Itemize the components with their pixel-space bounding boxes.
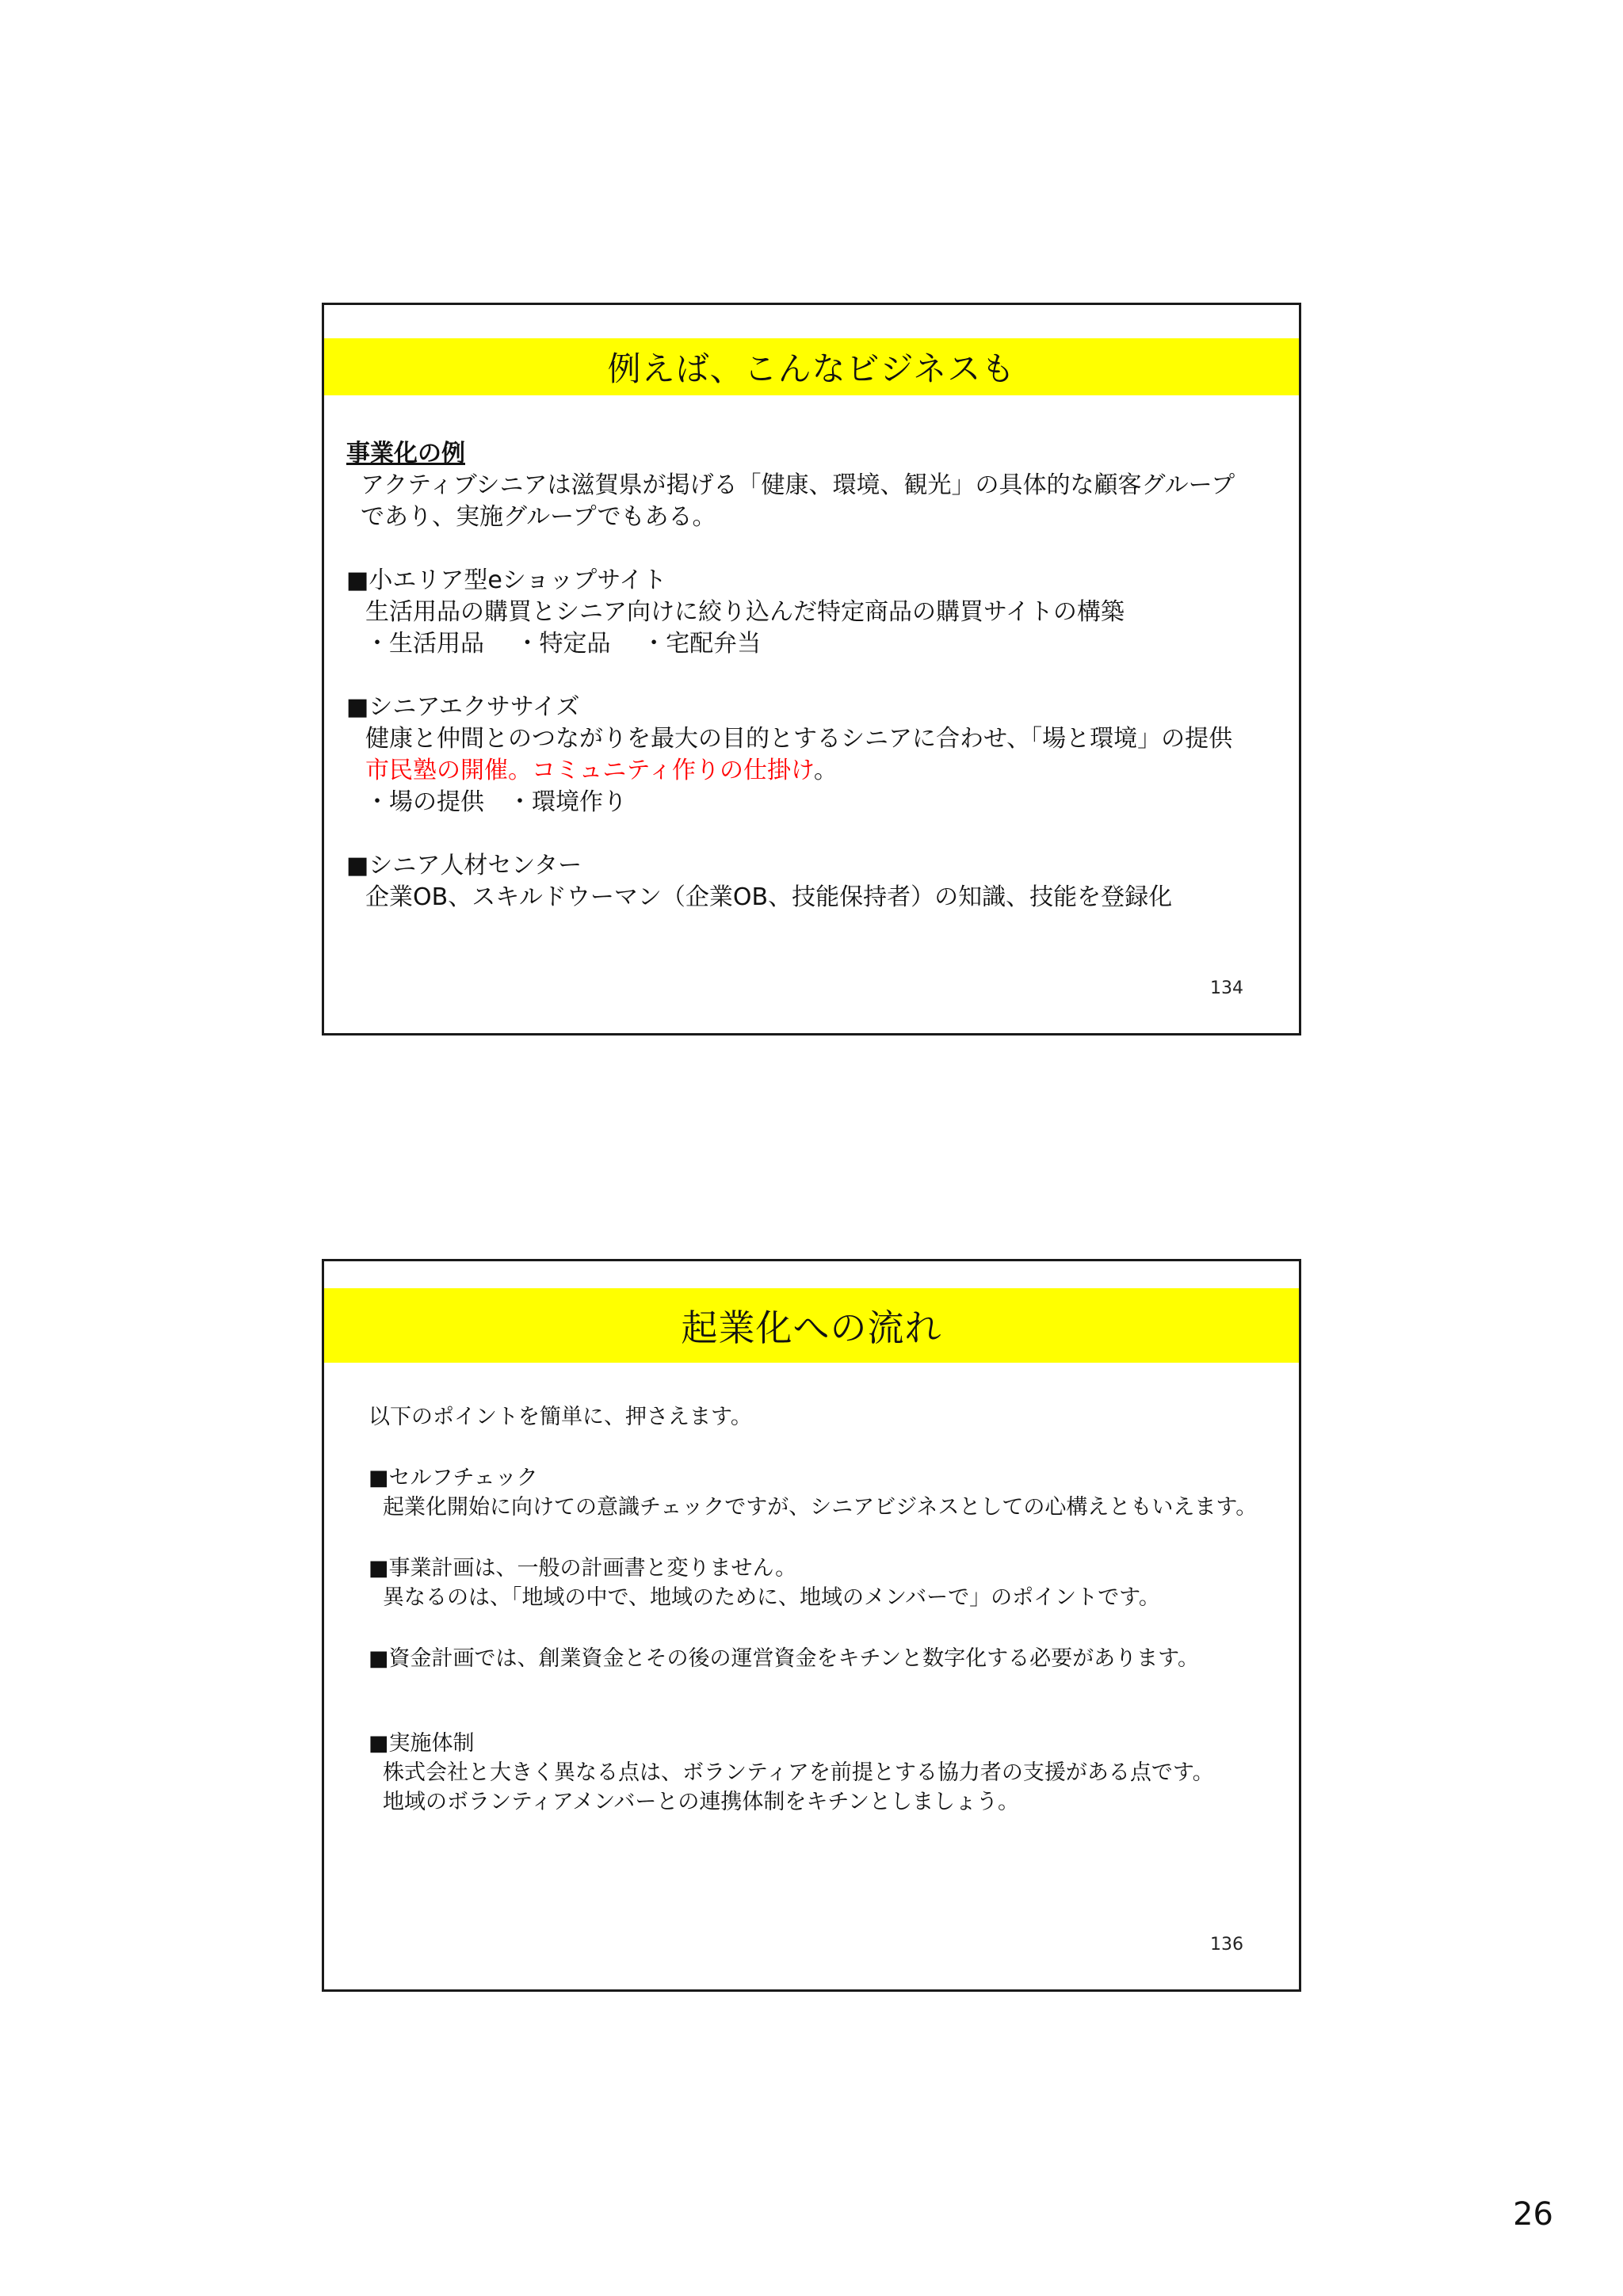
- item-line: 生活用品の購買とシニア向けに絞り込んだ特定商品の購買サイトの構築: [365, 598, 1125, 626]
- slide-body: [346, 438, 1285, 913]
- highlight-text: 市民塾の開催。コミュニティ作りの仕掛け: [365, 757, 814, 784]
- section-heading: 事業化の例: [346, 440, 465, 467]
- intro-line: であり、実施グループでもある。: [361, 503, 716, 531]
- item-line: 株式会社と大きく異なる点は、ボランティアを前提とする協力者の支援がある点です。: [383, 1760, 1214, 1785]
- slide-body: [369, 1402, 1285, 1817]
- item-line: 異なるのは、「地域の中で、地域のために、地域のメンバーで」のポイントです。: [383, 1585, 1160, 1610]
- item-heading: ■資金計画では、創業資金とその後の運営資金をキチンと数字化する必要があります。: [369, 1646, 1199, 1671]
- intro-line: アクティブシニアは滋賀県が掲げる「健康、環境、観光」の具体的な顧客グループ: [361, 471, 1235, 499]
- item-line: 企業OB、スキルドウーマン（企業OB、技能保持者）の知識、技能を登録化: [365, 883, 1173, 911]
- item-line: 健康と仲間とのつながりを最大の目的とするシニアに合わせ、「場と環境」の提供: [365, 725, 1233, 753]
- item-heading: ■事業計画は、一般の計画書と変りません。: [369, 1556, 797, 1581]
- item-line: ・生活用品 ・特定品 ・宅配弁当: [365, 630, 762, 658]
- highlight-suffix: 。: [813, 757, 838, 784]
- item-heading: ■シニアエクササイズ: [346, 693, 580, 721]
- item-line: 地域のボランティアメンバーとの連携体制をキチンとしましょう。: [383, 1790, 1019, 1814]
- slide-title: 起業化への流れ: [324, 1288, 1299, 1363]
- page-number: 26: [1513, 2196, 1553, 2233]
- slide-134: [322, 303, 1301, 1035]
- item-line: 起業化開始に向けての意識チェックですが、シニアビジネスとしての心構えともいえます。: [383, 1495, 1258, 1520]
- intro-line: 以下のポイントを簡単に、押さえます。: [369, 1405, 752, 1429]
- slide-title: 例えば、こんなビジネスも: [324, 338, 1299, 395]
- item-line: [346, 755, 1285, 787]
- item-heading: ■シニア人材センター: [346, 852, 582, 879]
- item-heading: ■小エリア型eショップサイト: [346, 566, 667, 594]
- item-line: ・場の提供 ・環境作り: [365, 788, 627, 816]
- slide-number: 134: [1210, 978, 1243, 998]
- item-heading: ■セルフチェック: [369, 1466, 538, 1490]
- item-heading: ■実施体制: [369, 1731, 475, 1756]
- slide-136: [322, 1259, 1301, 1992]
- slide-number: 136: [1210, 1935, 1243, 1955]
